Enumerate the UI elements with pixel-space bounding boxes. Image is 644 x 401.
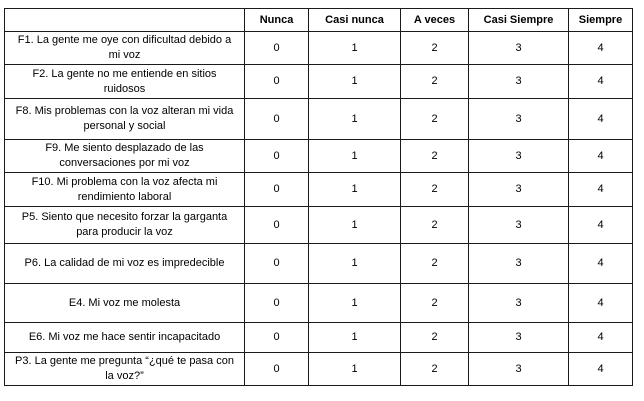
item-label: F2. La gente no me entiende en sitios ruidosos: [5, 65, 245, 99]
score-cell: 2: [401, 323, 469, 353]
score-cell: 2: [401, 173, 469, 207]
score-cell: 4: [569, 173, 633, 207]
score-cell: 3: [469, 173, 569, 207]
score-cell: 0: [245, 140, 309, 173]
score-cell: 1: [309, 65, 401, 99]
score-cell: 3: [469, 32, 569, 65]
score-cell: 4: [569, 99, 633, 140]
score-cell: 2: [401, 244, 469, 284]
score-cell: 3: [469, 244, 569, 284]
score-cell: 0: [245, 323, 309, 353]
header-option-casi-siempre: Casi Siempre: [469, 9, 569, 32]
table-row: [5, 99, 633, 140]
score-cell: 1: [309, 99, 401, 140]
table-row: [5, 323, 633, 353]
header-option-nunca: Nunca: [245, 9, 309, 32]
score-cell: 1: [309, 353, 401, 386]
item-label: P3. La gente me pregunta “¿qué te pasa con la voz?”: [5, 353, 245, 386]
score-cell: 3: [469, 140, 569, 173]
item-label: F9. Me siento desplazado de las conversaciones por mi voz: [5, 140, 245, 173]
score-cell: 1: [309, 32, 401, 65]
header-option-casi-nunca: Casi nunca: [309, 9, 401, 32]
table-row: [5, 173, 633, 207]
table-row: [5, 65, 633, 99]
table-row: [5, 207, 633, 244]
score-cell: 0: [245, 284, 309, 323]
score-cell: 0: [245, 65, 309, 99]
score-cell: 1: [309, 244, 401, 284]
score-cell: 1: [309, 284, 401, 323]
score-cell: 2: [401, 207, 469, 244]
score-cell: 1: [309, 323, 401, 353]
score-cell: 0: [245, 207, 309, 244]
table-row: [5, 32, 633, 65]
score-cell: 3: [469, 323, 569, 353]
score-cell: 4: [569, 207, 633, 244]
score-cell: 3: [469, 65, 569, 99]
header-option-a-veces: A veces: [401, 9, 469, 32]
score-cell: 1: [309, 207, 401, 244]
score-cell: 4: [569, 244, 633, 284]
score-cell: 2: [401, 65, 469, 99]
score-cell: 2: [401, 140, 469, 173]
score-cell: 4: [569, 284, 633, 323]
voice-survey-table: [4, 8, 633, 386]
score-cell: 1: [309, 140, 401, 173]
score-cell: 1: [309, 173, 401, 207]
score-cell: 0: [245, 353, 309, 386]
item-label: E4. Mi voz me molesta: [5, 284, 245, 323]
header-option-siempre: Siempre: [569, 9, 633, 32]
score-cell: 4: [569, 32, 633, 65]
table-row: [5, 140, 633, 173]
score-cell: 3: [469, 353, 569, 386]
score-cell: 0: [245, 99, 309, 140]
score-cell: 0: [245, 173, 309, 207]
score-cell: 4: [569, 65, 633, 99]
table-row: [5, 284, 633, 323]
item-label: P5. Siento que necesito forzar la garganta para producir la voz: [5, 207, 245, 244]
header-item-column: [5, 9, 245, 32]
item-label: F10. Mi problema con la voz afecta mi rendimiento laboral: [5, 173, 245, 207]
item-label: P6. La calidad de mi voz es impredecible: [5, 244, 245, 284]
score-cell: 4: [569, 323, 633, 353]
score-cell: 2: [401, 353, 469, 386]
score-cell: 2: [401, 99, 469, 140]
table-row: [5, 244, 633, 284]
header-row: [5, 9, 633, 32]
table-row: [5, 353, 633, 386]
score-cell: 3: [469, 207, 569, 244]
score-cell: 2: [401, 284, 469, 323]
score-cell: 3: [469, 99, 569, 140]
score-cell: 0: [245, 244, 309, 284]
item-label: F8. Mis problemas con la voz alteran mi vida personal y social: [5, 99, 245, 140]
item-label: F1. La gente me oye con dificultad debido a mi voz: [5, 32, 245, 65]
score-cell: 0: [245, 32, 309, 65]
score-cell: 2: [401, 32, 469, 65]
score-cell: 4: [569, 353, 633, 386]
item-label: E6. Mi voz me hace sentir incapacitado: [5, 323, 245, 353]
score-cell: 4: [569, 140, 633, 173]
score-cell: 3: [469, 284, 569, 323]
